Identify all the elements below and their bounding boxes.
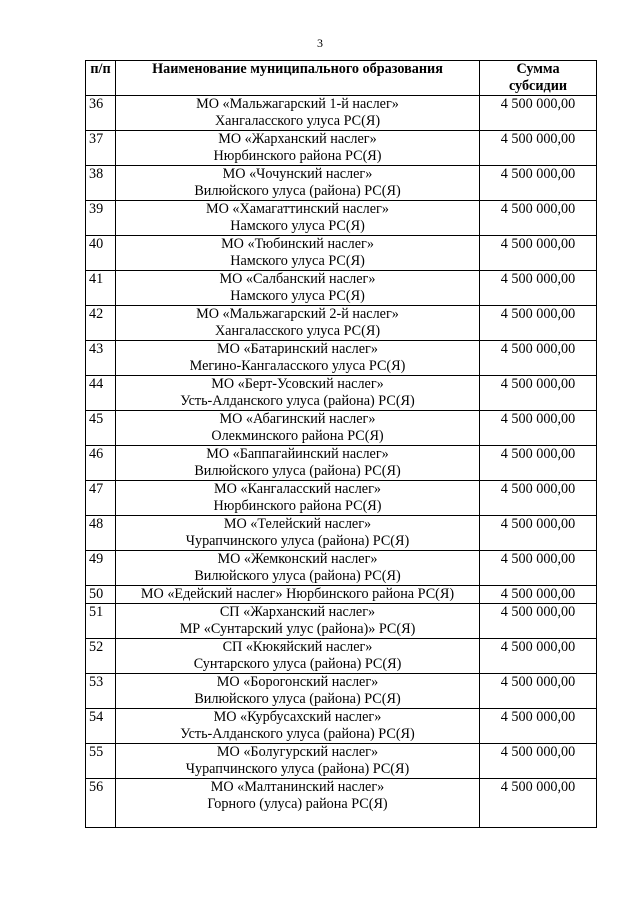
- table-row: [86, 481, 597, 516]
- municipality-name-line2: Мегино-Кангаласского улуса РС(Я): [189, 358, 406, 374]
- table-header: [86, 61, 597, 96]
- subsidy-amount: 4 500 000,00: [480, 446, 597, 481]
- municipality-name-line2: Чурапчинского улуса (района) РС(Я): [185, 533, 410, 549]
- subsidy-amount: 4 500 000,00: [480, 551, 597, 586]
- municipality-name-line1: МО «Абагинский наслег»: [219, 411, 376, 427]
- municipality-name-line1: СП «Кюкяйский наслег»: [222, 639, 373, 655]
- municipality-name: [116, 481, 480, 516]
- table-row: [86, 709, 597, 744]
- row-number: 55: [86, 744, 116, 779]
- subsidy-amount: 4 500 000,00: [480, 271, 597, 306]
- municipality-name-line1: МО «Едейский наслег» Нюрбинского района РС(Я): [140, 586, 455, 602]
- header-row: [86, 61, 597, 96]
- municipality-name-line2: Горного (улуса) района РС(Я): [207, 796, 388, 812]
- header-municipality-name: Наименование муниципального образования: [116, 61, 480, 96]
- municipality-name-line1: МО «Жарханский наслег»: [218, 131, 377, 147]
- row-number: 47: [86, 481, 116, 516]
- subsidy-amount: 4 500 000,00: [480, 779, 597, 828]
- table-row: [86, 306, 597, 341]
- municipality-name: [116, 446, 480, 481]
- municipality-name-line1: МО «Курбусахский наслег»: [213, 709, 382, 725]
- municipality-name: [116, 551, 480, 586]
- subsidy-amount: 4 500 000,00: [480, 674, 597, 709]
- header-number: п/п: [86, 61, 116, 96]
- municipality-name: [116, 709, 480, 744]
- municipality-name: [116, 779, 480, 828]
- municipality-name-line1: МО «Мальжагарский 2-й наслег»: [196, 306, 399, 322]
- subsidy-amount: 4 500 000,00: [480, 96, 597, 131]
- header-subsidy-line2: субсидии: [508, 78, 568, 94]
- municipality-name-line2: Вилюйского улуса (района) РС(Я): [194, 691, 401, 707]
- row-number: 43: [86, 341, 116, 376]
- row-number: 53: [86, 674, 116, 709]
- subsidy-amount: 4 500 000,00: [480, 411, 597, 446]
- row-number: 42: [86, 306, 116, 341]
- subsidy-amount: 4 500 000,00: [480, 341, 597, 376]
- municipality-name-line2: Чурапчинского улуса (района) РС(Я): [185, 761, 410, 777]
- municipality-name-line1: МО «Батаринский наслег»: [217, 341, 378, 357]
- row-number: 50: [86, 586, 116, 604]
- table-row: [86, 341, 597, 376]
- subsidy-table: [85, 60, 597, 828]
- table-row: [86, 96, 597, 131]
- municipality-name-line2: Усть-Алданского улуса (района) РС(Я): [180, 393, 415, 409]
- municipality-name: [116, 96, 480, 131]
- municipality-name: [116, 271, 480, 306]
- municipality-name: [116, 376, 480, 411]
- municipality-name-line1: МО «Борогонский наслег»: [216, 674, 379, 690]
- municipality-name-line1: МО «Хамагаттинский наслег»: [206, 201, 389, 217]
- row-number: 51: [86, 604, 116, 639]
- municipality-name: [116, 516, 480, 551]
- table-row: [86, 551, 597, 586]
- row-number: 56: [86, 779, 116, 828]
- municipality-name-line1: МО «Жемконский наслег»: [217, 551, 378, 567]
- municipality-name: [116, 604, 480, 639]
- municipality-name: [116, 166, 480, 201]
- row-number: 36: [86, 96, 116, 131]
- row-number: 39: [86, 201, 116, 236]
- municipality-name: [116, 586, 480, 604]
- row-number: 49: [86, 551, 116, 586]
- municipality-name-line2: Вилюйского улуса (района) РС(Я): [194, 568, 401, 584]
- municipality-name-line2: Намского улуса РС(Я): [230, 288, 365, 304]
- row-number: 41: [86, 271, 116, 306]
- subsidy-amount: 4 500 000,00: [480, 201, 597, 236]
- table-row: [86, 446, 597, 481]
- municipality-name-line2: Сунтарского улуса (района) РС(Я): [193, 656, 402, 672]
- header-subsidy-amount: [480, 61, 597, 96]
- municipality-name-line1: МО «Телейский наслег»: [223, 516, 372, 532]
- row-number: 45: [86, 411, 116, 446]
- row-number: 52: [86, 639, 116, 674]
- subsidy-amount: 4 500 000,00: [480, 306, 597, 341]
- municipality-name-line2: Усть-Алданского улуса (района) РС(Я): [180, 726, 415, 742]
- municipality-name-line1: МО «Мальжагарский 1-й наслег»: [196, 96, 399, 112]
- table-row: [86, 604, 597, 639]
- subsidy-amount: 4 500 000,00: [480, 709, 597, 744]
- subsidy-amount: 4 500 000,00: [480, 744, 597, 779]
- municipality-name-line1: МО «Кангаласский наслег»: [214, 481, 381, 497]
- subsidy-amount: 4 500 000,00: [480, 131, 597, 166]
- municipality-name-line1: МО «Малтанинский наслег»: [210, 779, 385, 795]
- table-row: [86, 516, 597, 551]
- page-number: 3: [317, 36, 323, 50]
- row-number: 40: [86, 236, 116, 271]
- municipality-name: [116, 341, 480, 376]
- municipality-name: [116, 306, 480, 341]
- table-row: [86, 411, 597, 446]
- municipality-name-line2: Хангаласского улуса РС(Я): [214, 323, 381, 339]
- municipality-name-line1: СП «Жарханский наслег»: [219, 604, 376, 620]
- municipality-name: [116, 744, 480, 779]
- municipality-name-line1: МО «Баппагайинский наслег»: [206, 446, 389, 462]
- subsidy-amount: 4 500 000,00: [480, 166, 597, 201]
- municipality-name-line2: Вилюйского улуса (района) РС(Я): [194, 183, 401, 199]
- municipality-name: [116, 411, 480, 446]
- municipality-name-line1: МО «Чочунский наслег»: [222, 166, 373, 182]
- municipality-name-line2: Нюрбинского района РС(Я): [213, 498, 382, 514]
- municipality-name-line1: МО «Тюбинский наслег»: [221, 236, 374, 252]
- row-number: 38: [86, 166, 116, 201]
- subsidy-amount: 4 500 000,00: [480, 376, 597, 411]
- header-subsidy-line1: Сумма: [516, 61, 560, 77]
- row-number: 37: [86, 131, 116, 166]
- municipality-name-line2: Хангаласского улуса РС(Я): [214, 113, 381, 129]
- municipality-name-line1: МО «Болугурский наслег»: [216, 744, 379, 760]
- row-number: 44: [86, 376, 116, 411]
- table-body: [86, 96, 597, 828]
- table-row: [86, 131, 597, 166]
- municipality-name-line1: МО «Берт-Усовский наслег»: [211, 376, 384, 392]
- row-number: 54: [86, 709, 116, 744]
- municipality-name: [116, 674, 480, 709]
- table-row: [86, 201, 597, 236]
- municipality-name-line2: Олекминского района РС(Я): [211, 428, 384, 444]
- table-row: [86, 236, 597, 271]
- municipality-name: [116, 131, 480, 166]
- municipality-name-line2: Нюрбинского района РС(Я): [213, 148, 382, 164]
- table-row: [86, 639, 597, 674]
- municipality-name-line2: МР «Сунтарский улус (района)» РС(Я): [179, 621, 416, 637]
- subsidy-amount: 4 500 000,00: [480, 481, 597, 516]
- table-row: [86, 586, 597, 604]
- table-row: [86, 744, 597, 779]
- subsidy-amount: 4 500 000,00: [480, 604, 597, 639]
- subsidy-amount: 4 500 000,00: [480, 236, 597, 271]
- table-row: [86, 376, 597, 411]
- table-row: [86, 166, 597, 201]
- municipality-name-line2: Вилюйского улуса (района) РС(Я): [194, 463, 401, 479]
- municipality-name-line2: Намского улуса РС(Я): [230, 218, 365, 234]
- municipality-name-line1: МО «Салбанский наслег»: [219, 271, 376, 287]
- subsidy-amount: 4 500 000,00: [480, 586, 597, 604]
- row-number: 48: [86, 516, 116, 551]
- municipality-name: [116, 639, 480, 674]
- table-row: [86, 271, 597, 306]
- municipality-name: [116, 236, 480, 271]
- municipality-name-line2: Намского улуса РС(Я): [230, 253, 365, 269]
- municipality-name: [116, 201, 480, 236]
- subsidy-amount: 4 500 000,00: [480, 516, 597, 551]
- table-row: [86, 674, 597, 709]
- subsidy-amount: 4 500 000,00: [480, 639, 597, 674]
- row-number: 46: [86, 446, 116, 481]
- table-row: [86, 779, 597, 828]
